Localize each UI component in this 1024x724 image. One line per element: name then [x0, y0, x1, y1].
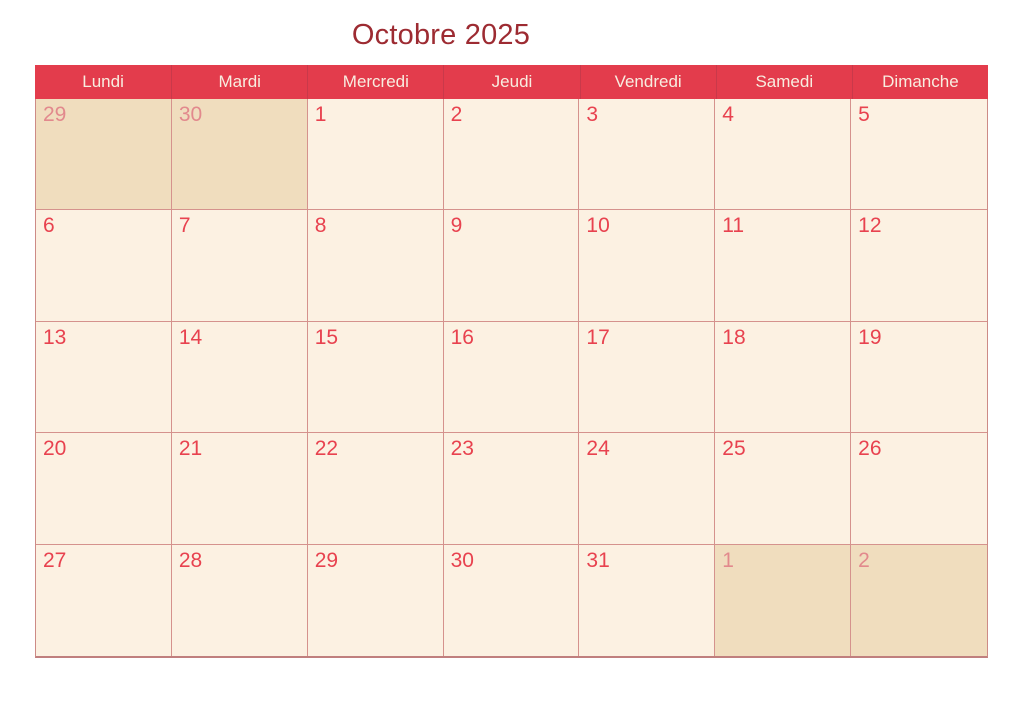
- day-cell: [308, 210, 444, 321]
- day-number: 28: [178, 548, 203, 572]
- day-number: 20: [43, 437, 67, 461]
- day-cell: [308, 433, 444, 544]
- day-cell: [308, 545, 444, 656]
- day-number: 13: [43, 325, 67, 349]
- day-cell: [36, 322, 172, 433]
- day-number: 31: [586, 548, 610, 572]
- day-cell: [36, 99, 172, 210]
- month-title: Octobre 2025: [351, 19, 531, 51]
- day-cell: [851, 322, 987, 433]
- day-number: 30: [450, 548, 474, 572]
- day-number: 16: [450, 325, 474, 349]
- day-cell: [172, 210, 308, 321]
- day-cell: [715, 322, 851, 433]
- day-number: 2: [450, 103, 463, 126]
- weekday-header-row: [35, 65, 988, 99]
- day-cell: [851, 545, 987, 656]
- weekday-header-dimanche: Dimanche: [852, 65, 988, 99]
- day-number: 23: [450, 437, 474, 461]
- day-cell: [308, 322, 444, 433]
- day-number: 3: [586, 103, 599, 126]
- calendar-table: [35, 65, 988, 657]
- day-number: 8: [314, 214, 327, 238]
- day-number: 15: [314, 325, 339, 349]
- day-number: 6: [43, 214, 55, 238]
- day-cell: [36, 545, 172, 656]
- weekday-header-mercredi: Mercredi: [307, 65, 443, 99]
- day-number: 29: [314, 548, 339, 572]
- day-number: 17: [586, 325, 610, 349]
- day-cell: [851, 210, 987, 321]
- day-number: 7: [178, 214, 191, 238]
- day-number: 10: [586, 214, 610, 238]
- day-cell: [579, 210, 715, 321]
- day-cell: [579, 99, 715, 210]
- day-number: 25: [722, 437, 746, 461]
- day-cell: [172, 545, 308, 656]
- day-cell: [36, 210, 172, 321]
- day-cell: [444, 433, 580, 544]
- day-cell: [579, 322, 715, 433]
- day-number: 2: [858, 548, 870, 572]
- day-cell: [715, 99, 851, 210]
- day-cell: [715, 210, 851, 321]
- day-cell: [308, 99, 444, 210]
- day-number: 30: [178, 103, 203, 126]
- day-number: 11: [722, 214, 745, 238]
- day-cell: [172, 99, 308, 210]
- day-cell: [851, 99, 987, 210]
- day-cell: [36, 433, 172, 544]
- day-cell: [444, 322, 580, 433]
- day-cell: [172, 322, 308, 433]
- day-cell: [172, 433, 308, 544]
- weekday-header-samedi: Samedi: [716, 65, 852, 99]
- day-cell: [444, 210, 580, 321]
- weekday-header-mardi: Mardi: [171, 65, 307, 99]
- weekday-header-lundi: Lundi: [82, 72, 124, 91]
- day-grid: [35, 99, 988, 658]
- weekday-header-vendredi: Vendredi: [580, 65, 716, 99]
- day-number: 21: [178, 437, 203, 461]
- day-cell: [715, 433, 851, 544]
- day-number: 12: [858, 214, 882, 238]
- day-number: 5: [858, 103, 870, 126]
- day-cell: [444, 545, 580, 656]
- day-number: 19: [858, 325, 882, 349]
- day-number: 24: [586, 437, 610, 461]
- day-number: 27: [43, 548, 67, 572]
- day-number: 9: [450, 214, 463, 238]
- day-number: 18: [722, 325, 746, 349]
- day-cell: [444, 99, 580, 210]
- day-cell: [579, 433, 715, 544]
- day-number: 29: [43, 103, 67, 126]
- day-cell: [715, 545, 851, 656]
- day-number: 22: [314, 437, 339, 461]
- day-number: 1: [722, 548, 734, 572]
- day-number: 26: [858, 437, 882, 461]
- weekday-header-jeudi: Jeudi: [443, 65, 579, 99]
- day-cell: [579, 545, 715, 656]
- day-number: 1: [314, 103, 327, 126]
- day-cell: [851, 433, 987, 544]
- day-number: 14: [178, 325, 203, 349]
- day-number: 4: [722, 103, 734, 126]
